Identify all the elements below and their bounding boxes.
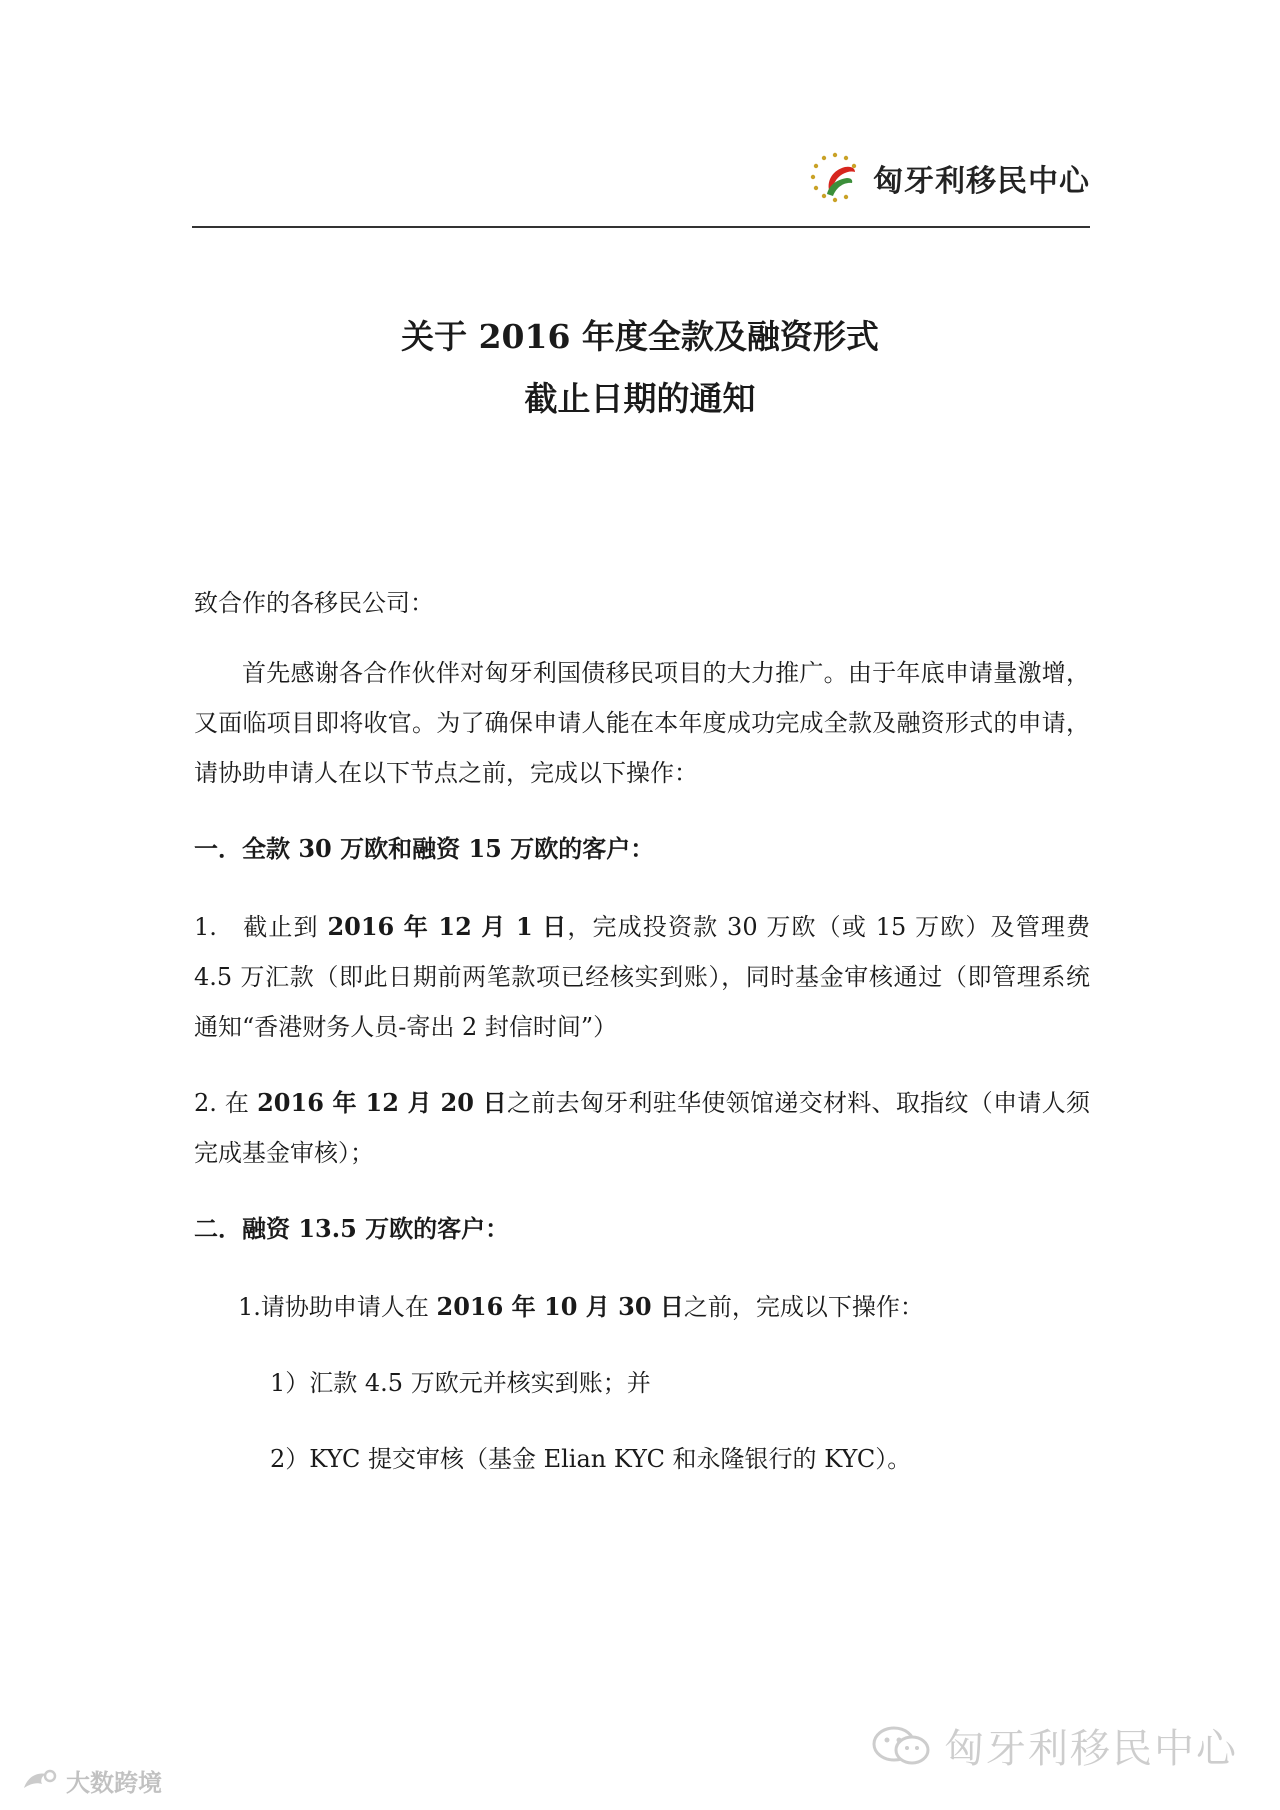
section-1-item-2 (194, 1078, 1090, 1178)
header-logo (807, 150, 1090, 206)
watermark-text: 匈牙利移民中心 (944, 1726, 1238, 1772)
wechat-icon (870, 1724, 934, 1768)
item-text: 之前，完成以下操作： (683, 1293, 924, 1321)
hungary-flag-star-ring-icon (807, 150, 863, 206)
document-title (0, 306, 1280, 430)
bird-logo-icon (20, 1766, 60, 1796)
section-2-heading: 二．融资 13.5 万欧的客户： (194, 1214, 510, 1243)
wechat-watermark (870, 1717, 1238, 1774)
title-line-1: 关于 2016 年度全款及融资形式 (401, 317, 879, 356)
greeting: 致合作的各移民公司： (194, 589, 434, 617)
deadline-date: 2016 年 12 月 1 日 (327, 912, 568, 941)
section-2-item-1 (194, 1282, 1090, 1332)
item-prefix: 1. 截止到 (194, 913, 328, 941)
section-2-subitem-2: 2）KYC 提交审核（基金 Elian KYC 和永隆银行的 KYC）。 (270, 1445, 912, 1473)
header-divider (192, 226, 1090, 228)
section-1-heading: 一．全款 30 万欧和融资 15 万欧的客户： (194, 834, 655, 863)
intro-paragraph: 首先感谢各合作伙伴对匈牙利国债移民项目的大力推广。由于年底申请量激增，又面临项目即将收官。为了确保申请人能在本年度成功完成全款及融资形式的申请，请协助申请人在以下节点之前，完成以下操作： (194, 659, 1090, 787)
item-prefix: 2. 在 (194, 1089, 258, 1117)
section-1-item-1 (194, 902, 1090, 1052)
corner-text: 大数跨境 (66, 1769, 162, 1797)
document-body (194, 578, 1090, 1510)
section-2-subitem-1: 1）汇款 4.5 万欧元并核实到账；并 (270, 1369, 651, 1397)
title-line-2: 截止日期的通知 (524, 379, 756, 418)
item-text: 之前去匈牙利驻华使领馆递交材料、取指纹（申请人须完成基金审核）； (194, 1089, 1091, 1167)
logo-text: 匈牙利移民中心 (873, 164, 1090, 199)
deadline-date: 2016 年 12 月 20 日 (257, 1088, 507, 1117)
item-prefix: 1.请协助申请人在 (238, 1293, 437, 1321)
corner-watermark (20, 1763, 162, 1798)
item-text: ，完成投资款 30 万欧（或 15 万欧）及管理费 4.5 万汇款（即此日期前两笔款项已经核实到账），同时基金审核通过（即管理系统通知“香港财务人员-寄出 2 封信时间”） (194, 913, 1091, 1041)
deadline-date: 2016 年 10 月 30 日 (436, 1292, 684, 1321)
